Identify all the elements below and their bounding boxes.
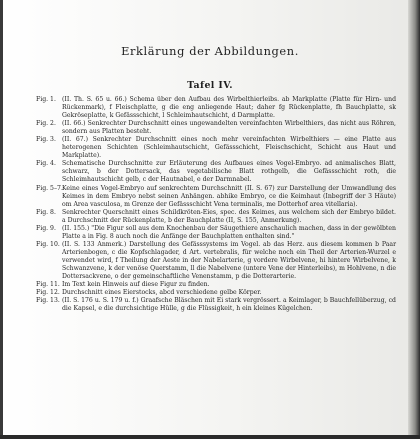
figure-entry — [36, 96, 396, 120]
left-page-edge — [0, 0, 3, 439]
figure-description: (II. 155.) "Die Figur soll aus dem Knochenbau der Säugethiere anschaulich machen, dass in der gewölbten Platte a in Fig. 8 auch noch die Anfänge der Bauchplatten enthalten sind." — [62, 224, 396, 240]
figure-entry — [36, 281, 396, 289]
plate-heading: Tafel IV. — [187, 80, 233, 91]
figure-label: Fig. 13. — [36, 297, 60, 305]
figure-label: Fig. 12. — [36, 289, 60, 297]
figure-description: (II. 66.) Senkrechter Durchschnitt eines ungewandelten vereinfachten Wirbelthiers, das nicht aus Röhren, sondern aus Platten besteht. — [62, 120, 396, 136]
figure-entries — [36, 96, 396, 313]
figure-entry — [36, 209, 396, 225]
figure-label: Fig. 5–7. — [36, 184, 63, 192]
page-title: Erklärung der Abbildungen. — [121, 44, 299, 58]
figure-description: (II. 67.) Senkrechter Durchschnitt eines noch mehr vereinfachten Wirbelthiers — eine Platte aus heterogenen Schichten (Schleimhautschicht, Gefässschicht, Fleischschicht, Schicht aus Haut und Markplatte). — [62, 136, 396, 160]
figure-entry — [36, 225, 396, 241]
figure-label: Fig. 3. — [36, 136, 56, 144]
figure-description: (II. S. 133 Anmerk.) Darstellung des Gefässsystems im Vogel. ab das Herz. aus diesem kommen b Paar Arterienbogen, c die Kopfschlagader, d Art. vertebralis, für welche noch ein Theil der Arterien-Wurzel e verwendet wird, f Theilung der Aeste in der Nabelarterie, g vordere Wirbelvene, hi hintere Wirbelvene, k Schwanzvene, k der venöse Querstamm, ll die Nabelvene (untere Vene der Hinterleibs), m Hohlvene, n die Dottersackvene, o der gemeinschaftliche Venenstamm, p die Dotterarterie. — [62, 240, 396, 281]
right-page-edge — [408, 0, 420, 439]
figure-label: Fig. 2. — [36, 120, 56, 128]
figure-label: Fig. 4. — [36, 160, 56, 168]
figure-entry — [36, 185, 396, 209]
figure-entry — [36, 289, 396, 297]
figure-description: Im Text kein Hinweis auf diese Figur zu finden. — [62, 281, 210, 289]
figure-label: Fig. 11. — [36, 281, 60, 289]
figure-description: (II. Th. S. 65 u. 66.) Schema über den Aufbau des Wirbelthierleibs. ab Markplatte (Platte für Hirn- und Rückenmark), f Fleischplatte, g die eng anliegende Haut; daher fg Rückenplatte, fh Bauchplatte, sk Gekröseplatte, k Gefässschicht, l Schleimhautschicht, d Darmplatte. — [62, 96, 396, 120]
figure-label: Fig. 9. — [36, 224, 56, 232]
figure-description: (II. S. 176 u. S. 179 u. f.) Graafsche Bläschen mit Ei stark vergrössert. a Keimlager, b Bauchfellüberzug, cd die Kapsel, e die durchsichtige Hülle, g die Flüssigkeit, h ein kleines Kügelchen. — [62, 297, 396, 313]
figure-description: Senkrechter Querschnitt eines Schildkröten-Eies, spec. des Keimes, aus welchem sich der Embryo bildet. a Durchschnitt der Rückenplatte, b der Bauchplatte (II, S. 155, Anmerkung). — [62, 208, 396, 224]
figure-description: Durchschnitt eines Eierstocks, abcd verschiedene gelbe Körper. — [62, 289, 262, 297]
figure-entry — [36, 120, 396, 136]
figure-description: Schematische Durchschnitte zur Erläuterung des Aufbaues eines Vogel-Embryo. ad animalisches Blatt, schwarz, b der Dottersack, das vegetabilische Blatt rothgelb, die Gefässschicht roth, die Schleimhautschicht gelb, c der Hautnabel, e der Darmnabel. — [62, 160, 396, 184]
figure-entry — [36, 241, 396, 281]
figure-description: Keine eines Vogel-Embryo auf senkrechtem Durchschnitt (II. S. 67) zur Darstellung der Umwandlung des Keimes in dem Embryo nebst seinen Anhängen. abhike Embryo, ce die Keimhaut (Inbegriff der 3 Häute) om Area vasculosa, m Grenze der Gefässschicht Vena terminalis, me Dotterhof area vitellaria). — [62, 184, 396, 208]
figure-entry — [36, 297, 396, 313]
figure-entry — [36, 136, 396, 160]
figure-label: Fig. 8. — [36, 208, 56, 216]
figure-label: Fig. 1. — [36, 96, 56, 103]
figure-label: Fig. 10. — [36, 240, 60, 248]
bottom-page-edge — [0, 435, 420, 439]
figure-entry — [36, 160, 396, 184]
